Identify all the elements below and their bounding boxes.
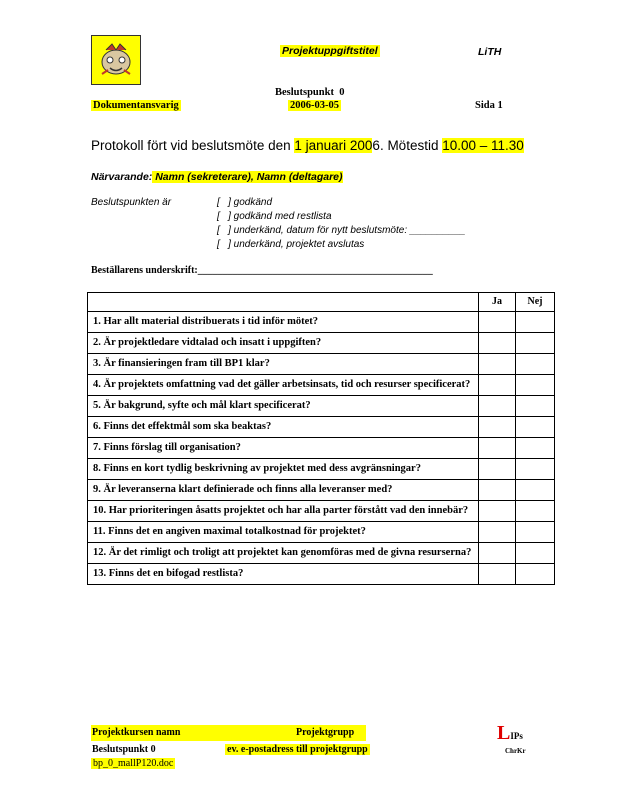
footer-filename: bp_0_mallP120.doc xyxy=(93,758,174,769)
no-cell[interactable] xyxy=(516,459,555,480)
column-no: Nej xyxy=(516,293,555,312)
question-text: 6. Finns det effektmål som ska beaktas? xyxy=(88,417,479,438)
attendees-names: Namn (sekreterare), Namn (deltagare) xyxy=(152,171,343,183)
footer-course-name: Projektkursen namn xyxy=(92,727,181,738)
lips-logo-rest: IPs xyxy=(510,731,523,741)
yes-cell[interactable] xyxy=(479,564,516,585)
no-cell[interactable] xyxy=(516,333,555,354)
question-text: 4. Är projektets omfattning vad det gäller arbetsinsats, tid och resurser specificerat? xyxy=(88,375,479,396)
no-cell[interactable] xyxy=(516,501,555,522)
table-row xyxy=(88,312,555,333)
mascot-icon xyxy=(92,36,140,84)
meeting-date: 1 januari 200 xyxy=(294,138,373,153)
table-row xyxy=(88,375,555,396)
table-row xyxy=(88,396,555,417)
yes-cell[interactable] xyxy=(479,543,516,564)
footer-email: ev. e-postadress till projektgrupp xyxy=(227,744,368,755)
decision-option-rejected-new-date[interactable]: [ ] underkänd, datum för nytt beslutsmöte: __________ xyxy=(217,225,466,236)
question-text: 12. Är det rimligt och troligt att projektet kan genomföras med de givna resurserna? xyxy=(88,543,479,564)
footer-doc-label: Beslutspunkt 0 xyxy=(92,744,156,755)
project-logo xyxy=(91,35,141,85)
yes-cell[interactable] xyxy=(479,417,516,438)
question-text: 8. Finns en kort tydlig beskrivning av projektet med dess avgränsningar? xyxy=(88,459,479,480)
table-row xyxy=(88,417,555,438)
responsible-label: Dokumentansvarig xyxy=(93,100,179,111)
yes-cell[interactable] xyxy=(479,375,516,396)
table-row xyxy=(88,333,555,354)
yes-cell[interactable] xyxy=(479,333,516,354)
protocol-line xyxy=(91,138,524,153)
project-title: Projektuppgiftstitel xyxy=(282,45,378,57)
table-row xyxy=(88,522,555,543)
question-text: 11. Finns det en angiven maximal totalkostnad för projektet? xyxy=(88,522,479,543)
footer-initials: ChrKr xyxy=(505,747,526,755)
lips-logo xyxy=(497,722,523,745)
header-spacer xyxy=(88,293,479,312)
question-text: 7. Finns förslag till organisation? xyxy=(88,438,479,459)
meeting-date-tail: 6 xyxy=(372,138,380,153)
question-text: 1. Har allt material distribuerats i tid inför mötet? xyxy=(88,312,479,333)
table-row xyxy=(88,354,555,375)
decision-label: Beslutspunkten är xyxy=(91,197,172,208)
client-signature-line[interactable]: Beställarens underskrift:_______________________________________________ xyxy=(91,265,433,276)
yes-cell[interactable] xyxy=(479,438,516,459)
no-cell[interactable] xyxy=(516,522,555,543)
document-date: 2006-03-05 xyxy=(290,100,339,111)
no-cell[interactable] xyxy=(516,564,555,585)
institution: LiTH xyxy=(478,46,502,58)
table-row xyxy=(88,543,555,564)
document-title: Beslutspunkt 0 xyxy=(275,87,345,98)
meeting-time: 10.00 – 11.30 xyxy=(442,138,524,153)
no-cell[interactable] xyxy=(516,375,555,396)
table-row xyxy=(88,480,555,501)
question-text: 10. Har prioriteringen åsatts projektet och har alla parter förstått vad den innebär? xyxy=(88,501,479,522)
question-text: 2. Är projektledare vidtalad och insatt i uppgiften? xyxy=(88,333,479,354)
question-text: 13. Finns det en bifogad restlista? xyxy=(88,564,479,585)
page-number: Sida 1 xyxy=(475,100,503,111)
no-cell[interactable] xyxy=(516,438,555,459)
no-cell[interactable] xyxy=(516,480,555,501)
yes-cell[interactable] xyxy=(479,396,516,417)
protocol-prefix: Protokoll fört vid beslutsmöte den xyxy=(91,138,295,153)
no-cell[interactable] xyxy=(516,396,555,417)
decision-option-approved[interactable]: [ ] godkänd xyxy=(217,197,273,208)
column-yes: Ja xyxy=(479,293,516,312)
yes-cell[interactable] xyxy=(479,501,516,522)
table-row xyxy=(88,438,555,459)
table-row xyxy=(88,459,555,480)
decision-option-rejected-ended[interactable]: [ ] underkänd, projektet avslutas xyxy=(217,239,365,250)
yes-cell[interactable] xyxy=(479,312,516,333)
attendees-label: Närvarande: xyxy=(91,171,153,183)
yes-cell[interactable] xyxy=(479,459,516,480)
decision-option-approved-restlist[interactable]: [ ] godkänd med restlista xyxy=(217,211,332,222)
no-cell[interactable] xyxy=(516,312,555,333)
yes-cell[interactable] xyxy=(479,480,516,501)
no-cell[interactable] xyxy=(516,354,555,375)
question-text: 5. Är bakgrund, syfte och mål klart specificerat? xyxy=(88,396,479,417)
question-text: 3. Är finansieringen fram till BP1 klar? xyxy=(88,354,479,375)
table-row xyxy=(88,501,555,522)
protocol-middle: . Mötestid xyxy=(379,138,443,153)
lips-logo-l: L xyxy=(497,722,511,744)
footer-project-group: Projektgrupp xyxy=(296,727,355,738)
attendees-line xyxy=(91,171,343,183)
yes-cell[interactable] xyxy=(479,354,516,375)
no-cell[interactable] xyxy=(516,417,555,438)
checklist-header-row xyxy=(88,293,555,312)
yes-cell[interactable] xyxy=(479,522,516,543)
no-cell[interactable] xyxy=(516,543,555,564)
checklist-table xyxy=(87,292,555,585)
table-row xyxy=(88,564,555,585)
question-text: 9. Är leveranserna klart definierade och finns alla leveranser med? xyxy=(88,480,479,501)
